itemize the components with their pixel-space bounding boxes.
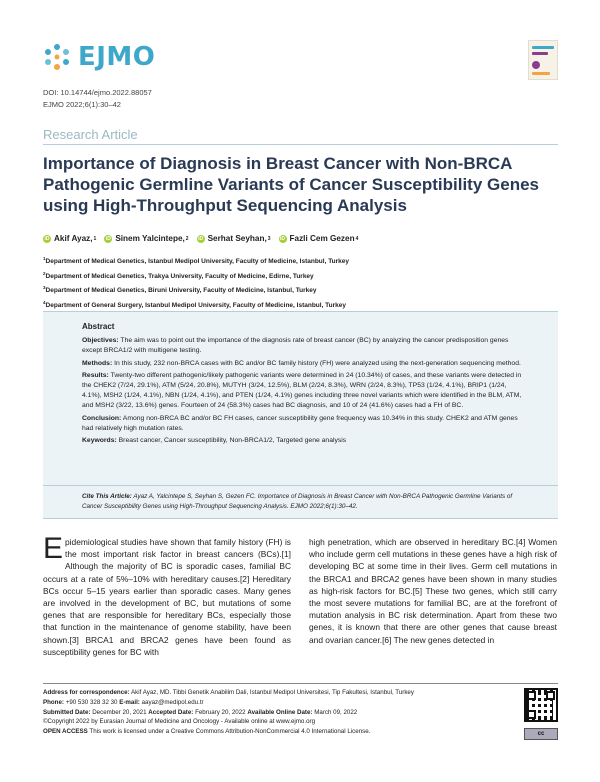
article-title: Importance of Diagnosis in Breast Cancer with Non-BRCA Pathogenic Germline Variants of Cancer Susceptibility Genes using High-Throughput Sequencing Analysis (43, 154, 539, 215)
abstract-objectives: Objectives: The aim was to point out the importance of the diagnosis rate of breast cancer (BC) by analyzing the cancer predisposition genes except BRCA1/2 with multigene testing. (82, 337, 509, 355)
correspondence: Address for correspondence: Akif Ayaz, MD. Tibbi Genetik Anabilim Dali, Istanbul Medipol Universitesi, Tip Fakultesi, Istanbul, Turkey (43, 689, 414, 696)
body-text: pidemiological studies have shown that family history (FH) is the most important risk factor in breast cancers (BCs).[1] Although the majority of BC is sporadic cases, familial BC occurs at a rate of 5%–10% with hereditary causes.[2] Hereditary BCs occur 5–15 years earlier than sporadic cases. Many genes are involved in the development of BC, but mutations of some genes that are responsible for hereditary BCs, especially those that function in the maintenance of genome stability, have been shown.[3] BRCA1 and BRCA2 genes have been found as susceptibility genes for BC with (43, 537, 291, 657)
body-column-right (309, 536, 557, 646)
author[interactable]: iD Serhat Seyhan, 3 (198, 234, 271, 243)
footer (43, 688, 503, 737)
divider (43, 683, 558, 684)
logo-text: EJMO (78, 42, 156, 72)
orcid-icon[interactable]: iD (44, 235, 50, 242)
cc-license-badge[interactable]: cc (524, 728, 558, 740)
divider (43, 144, 558, 145)
email-link[interactable]: aayaz@medipol.edu.tr (141, 698, 204, 706)
author[interactable]: iD Fazli Cem Gezen 4 (280, 234, 359, 243)
citation-short: EJMO 2022;6(1):30–42 (43, 100, 121, 109)
abstract-conclusion: Conclusion: Among non-BRCA BC and/or BC FH cases, cancer susceptibility gene frequency was 10.34% in this study. CHEK2 and ATM genes had relatively high mutation rates. (82, 414, 518, 432)
doi-block (43, 87, 152, 111)
author[interactable]: iD Sinem Yalcintepe, 2 (105, 234, 189, 243)
abstract-heading: Abstract (82, 322, 115, 331)
body-text: high penetration, which are observed in hereditary BC.[4] Women who include germ cell mutations in these genes have a high risk of developing BC at some time in their lives. Germ cell mutations in the BRCA1 and BRCA2 genes have been shown in many studies as high-risk factors for BC.[5] These two genes, which still carry the most severe mutations for familial BC, are at the forefront of mutation analysis in BC risk determination. Apart from these two genes, it is known that there are other genes that cause breast and ovarian cancer.[6] The new genes detected in (309, 537, 557, 645)
abstract (82, 322, 522, 448)
article-type: Research Article (43, 127, 138, 142)
journal-logo (42, 42, 155, 72)
logo-dots-icon (42, 42, 72, 72)
doi[interactable]: DOI: 10.14744/ejmo.2022.88057 (43, 88, 152, 97)
abstract-methods: Methods: In this study, 232 non-BRCA cases with BC and/or BC family history (FH) were analyzed using the next-generation sequencing method. (82, 359, 521, 367)
contact: Phone: +90 530 328 32 30 E-mail: aayaz@medipol.edu.tr (43, 698, 204, 706)
dates: Submitted Date: December 20, 2021 Accepted Date: February 20, 2022 Available Online Date: March 09, 2022 (43, 708, 358, 716)
body-column-left (43, 532, 291, 658)
orcid-icon[interactable]: iD (198, 235, 204, 242)
affiliation: $^4$Department of General Surgery, Istanbul Medipol University, Faculty of Medicine, Istanbul, Turkey (43, 299, 347, 310)
author[interactable]: iD Akif Ayaz, 1 (44, 234, 97, 243)
affiliation: $^3$Department of Medical Genetics, Biruni University, Faculty of Medicine, Istanbul, Turkey (43, 285, 317, 295)
author-list (43, 234, 366, 243)
drop-cap: E (43, 532, 64, 565)
qr-code-icon (524, 688, 558, 722)
open-access: OPEN ACCESS This work is licensed under a Creative Commons Attribution-NonCommercial 4.0 International License. (43, 728, 371, 736)
affiliation-list (43, 253, 349, 312)
cite-this-article: Cite This Article: Ayaz A, Yalcintepe S, Seyhan S, Gezen FC. Importance of Diagnosis in Breast Cancer with Non-BRCA Pathogenic Germline Variants of Cancer Susceptibility Genes using High-Throughput Sequencing Analysis. EJMO 2022;6(1):30–42. (82, 493, 513, 510)
abstract-keywords: Keywords: Breast cancer, Cancer susceptibility, Non-BRCA1/2, Targeted gene analysis (82, 437, 347, 445)
orcid-icon[interactable]: iD (280, 235, 286, 242)
affiliation: $^1$Department of Medical Genetics, Istanbul Medipol University, Faculty of Medicine, Istanbul, Turkey (43, 256, 350, 266)
orcid-icon[interactable]: iD (105, 235, 111, 242)
affiliation: $^2$Department of Medical Genetics, Trakya University, Faculty of Medicine, Edirne, Turkey (43, 270, 314, 280)
divider (43, 311, 558, 312)
journal-cover-thumbnail (528, 40, 558, 80)
copyright: ©Copyright 2022 by Eurasian Journal of Medicine and Oncology - Available online at www.ejmo.org (43, 718, 316, 726)
abstract-results: Results: Twenty-two different pathogenic/likely pathogenic variants were determined in 24 (10.34%) of cases, and these variants were detected in the CHEK2 (7/24, 29.1%), ATM (5/24, 20.8%), MUTYH (3/24, 12.5%), BLM (2/24, 8.3%), WRN (2/24, 8.3%), TP53 (1/24, 4.1%), BRIP1 (1/24, 4.1%), MSH2 (1/24, 4.1%), NBN (1/24, 4.1%), and PTEN (1/24, 4.1%) genes including three novel variants which were identified in the BLM, ATM, and MSH2 (3/22, 13.6%) genes. Fourteen of 24 (58.3%) cases had BC diagnosis, and 10 of 24 (41.6%) cases had a FH of BC. (82, 371, 522, 410)
